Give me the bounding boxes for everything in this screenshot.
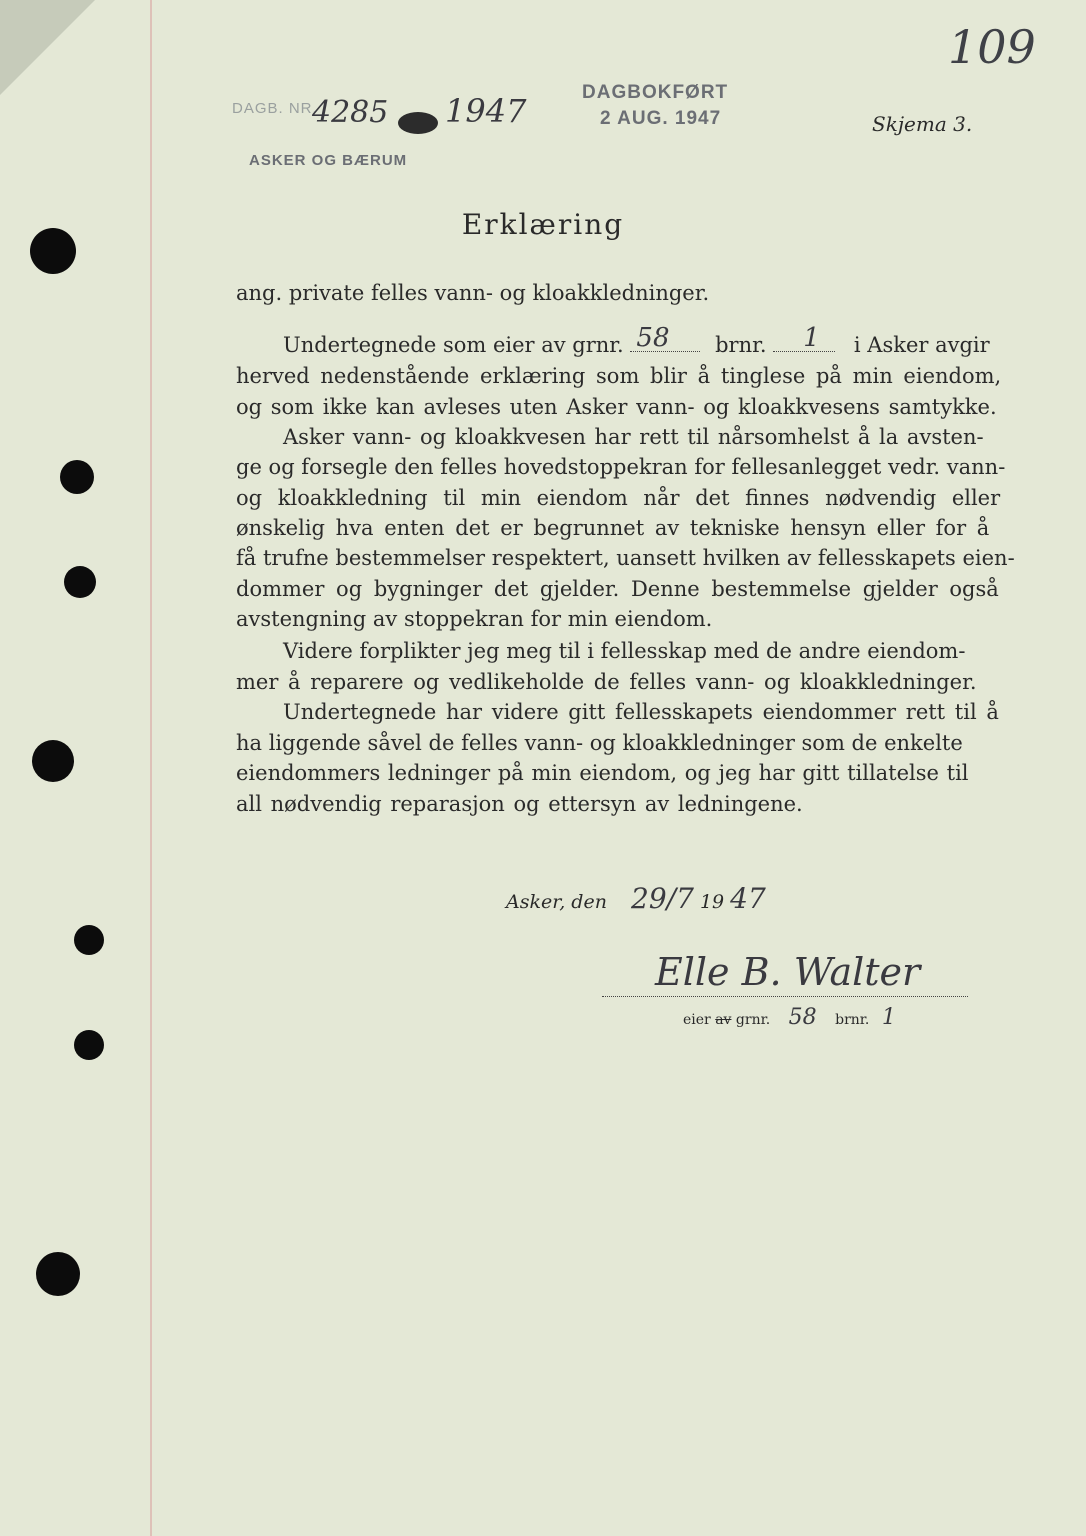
form-code: Skjema 3. [872,112,973,136]
body-line: Asker vann- og kloakkvesen har rett til nårsomhelst å la avsten- [283,425,984,449]
body-line: eiendommers ledninger på min eiendom, og jeg har gitt tillatelse til [236,761,969,785]
place-date [506,882,766,915]
body-line: ge og forsegle den felles hovedstoppekran for fellesanlegget vedr. vann- [236,455,1006,479]
place-date-label: Asker, den [506,891,607,913]
binder-hole-3 [64,566,96,598]
bnr-label: brnr. [715,333,767,357]
stamp-date: 2 AUG. 1947 [600,108,722,129]
stamp-number-handwritten: 4285 [312,95,389,130]
body-line: og kloakkledning til min eiendom når det finnes nødvendig eller [236,486,1001,510]
stamp-district: ASKER OG BÆRUM [249,152,408,169]
caption-bnr: brnr. [835,1012,870,1028]
signature-handwritten: Elle B. Walter [655,950,921,994]
year-prefix: 19 [699,891,725,913]
body-line: Undertegnede har videre gitt fellesskapets eiendommer rett til å [283,700,999,724]
signature-caption [683,1005,896,1030]
body-line: ønskelig hva enten det er begrunnet av tekniske hensyn eller for å [236,516,990,540]
date-handwritten: 29/7 [631,882,694,915]
body-line: dommer og bygninger det gjelder. Denne bestemmelse gjelder også [236,577,999,601]
caption-eier: eier [683,1012,711,1028]
bnr-handwritten: 1 [803,323,820,353]
page-number: 109 [948,20,1036,74]
body-line: få trufne bestemmelser respektert, uansett hvilken av fellesskapets eien- [236,546,1015,570]
body-line: avstengning av stoppekran for min eiendom. [236,607,713,631]
body-line: all nødvendig reparasjon og ettersyn av ledningene. [236,792,803,816]
folded-corner [0,0,95,95]
body-line: mer å reparere og vedlikeholde de felles vann- og kloakkledninger. [236,670,977,694]
intro-line [283,323,990,357]
binder-hole-2 [60,460,94,494]
bnr-field [773,323,835,353]
body-line: og som ikke kan avleses uten Asker vann- og kloakkvesens samtykke. [236,395,997,419]
signature-line [602,996,968,997]
caption-av: av [715,1012,732,1028]
ink-blot [398,112,438,134]
binder-hole-7 [36,1252,80,1296]
stamp-number-label: DAGB. NR. [232,100,318,117]
intro-lead: Undertegnede som eier av grnr. [283,333,624,357]
caption-bnr-handwritten: 1 [881,1005,896,1030]
grnr-handwritten: 58 [636,323,670,353]
stamp-year-handwritten: 1947 [445,92,527,130]
body-line: Videre forplikter jeg meg til i fellesskap med de andre eiendom- [283,639,966,663]
year-handwritten: 47 [730,882,766,915]
grnr-field [630,323,700,353]
binder-hole-6 [74,1030,104,1060]
stamp-office: DAGBOKFØRT [582,82,729,103]
document-title: Erklæring [461,208,625,241]
document-subtitle: ang. private felles vann- og kloakkledninger. [236,281,710,305]
binder-hole-4 [32,740,74,782]
body-line: herved nedenstående erklæring som blir å tinglese på min eiendom, [236,364,1002,388]
caption-grnr: grnr. [735,1012,771,1028]
binder-hole-5 [74,925,104,955]
caption-grnr-handwritten: 58 [788,1005,817,1030]
body-line: ha liggende såvel de felles vann- og kloakkledninger som de enkelte [236,731,963,755]
intro-tail: i Asker avgir [853,333,990,357]
